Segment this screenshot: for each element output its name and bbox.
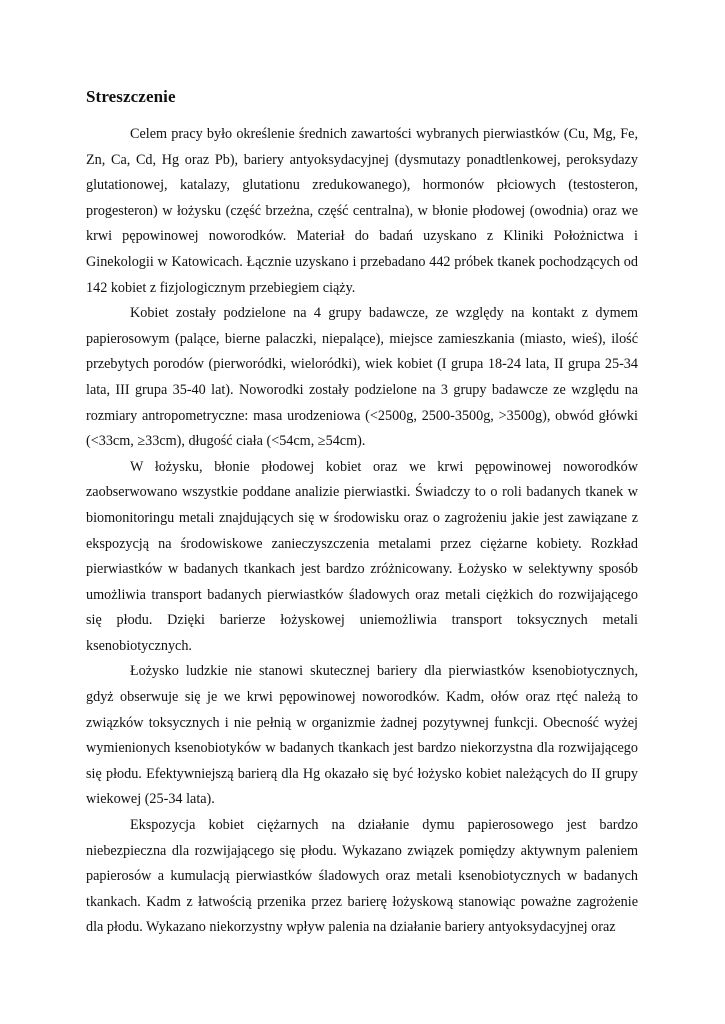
paragraph-1: Celem pracy było określenie średnich zawartości wybranych pierwiastków (Cu, Mg, Fe, Zn, Ca, Cd, Hg oraz Pb), bariery antyoksydacyjnej (dysmutazy ponadtlenkowej, peroksydazy glutationowej, katalazy, glutationu zredukowanego), hormonów płciowych (testosteron, progesteron) w łożysku (część brzeżna, część centralna), w błonie płodowej (owodnia) oraz we krwi pępowinowej noworodków. Materiał do badań uzyskano z Kliniki Położnictwa i Ginekologii w Katowicach. Łącznie uzyskano i przebadano 442 próbek tkanek pochodzących od 142 kobiet z fizjologicznym przebiegiem ciąży. [86,126,638,296]
paragraph-4: Łożysko ludzkie nie stanowi skutecznej bariery dla pierwiastków ksenobiotycznych, gdyż obserwuje się je we krwi pępowinowej noworodków. Kadm, ołów oraz rtęć należą to związków toksycznych i nie pełnią w organizmie żadnej pozytywnej funkcji. Obecność wyżej wymienionych ksenobiotyków w badanych tkankach jest bardzo niekorzystna dla rozwijającego się płodu. Efektywniejszą barierą dla Hg okazało się być łożysko kobiet należących do II grupy wiekowej (25-34 lata). [86,663,638,808]
paragraph-5: Ekspozycja kobiet ciężarnych na działanie dymu papierosowego jest bardzo niebezpieczna dla rozwijającego się płodu. Wykazano związek pomiędzy aktywnym paleniem papierosów a kumulacją pierwiastków śladowych oraz metali ksenobiotycznych w badanych tkankach. Kadm z łatwością przenika przez barierę łożyskową stanowiąc poważne zagrożenie dla płodu. Wykazano niekorzystny wpływ palenia na działanie bariery antyoksydacyjnej oraz [86,817,638,936]
paragraph-3: W łożysku, błonie płodowej kobiet oraz we krwi pępowinowej noworodków zaobserwowano wszystkie poddane analizie pierwiastki. Świadczy to o roli badanych tkanek w biomonitoringu metali znajdujących się w środowisku oraz o zagrożeniu jakie jest zawiązane z ekspozycją na środowiskowe zanieczyszczenia metalami przez ciężarne kobiety. Rozkład pierwiastków w badanych tkankach jest bardzo zróżnicowany. Łożysko w selektywny sposób umożliwia transport badanych pierwiastków śladowych oraz metali ciężkich do rozwijającego się płodu. Dzięki barierze łożyskowej uniemożliwia transport toksycznych metali ksenobiotycznych. [86,458,638,654]
paragraph-2: Kobiet zostały podzielone na 4 grupy badawcze, ze względy na kontakt z dymem papierosowym (palące, bierne palaczki, niepalące), miejsce zamieszkania (miasto, wieś), ilość przebytych porodów (pierworódki, wieloródki), wiek kobiet (I grupa 18-24 lata, II grupa 25-34 lata, III grupa 35-40 lat). Noworodki zostały podzielone na 3 grupy badawcze ze względu na rozmiary antropometryczne: masa urodzeniowa (<2500g, 2500-3500g, >3500g), obwód główki (<33cm, ≥33cm), długość ciała (<54cm, ≥54cm). [86,305,638,450]
section-heading: Streszczenie [86,87,176,106]
abstract-body [86,122,638,941]
